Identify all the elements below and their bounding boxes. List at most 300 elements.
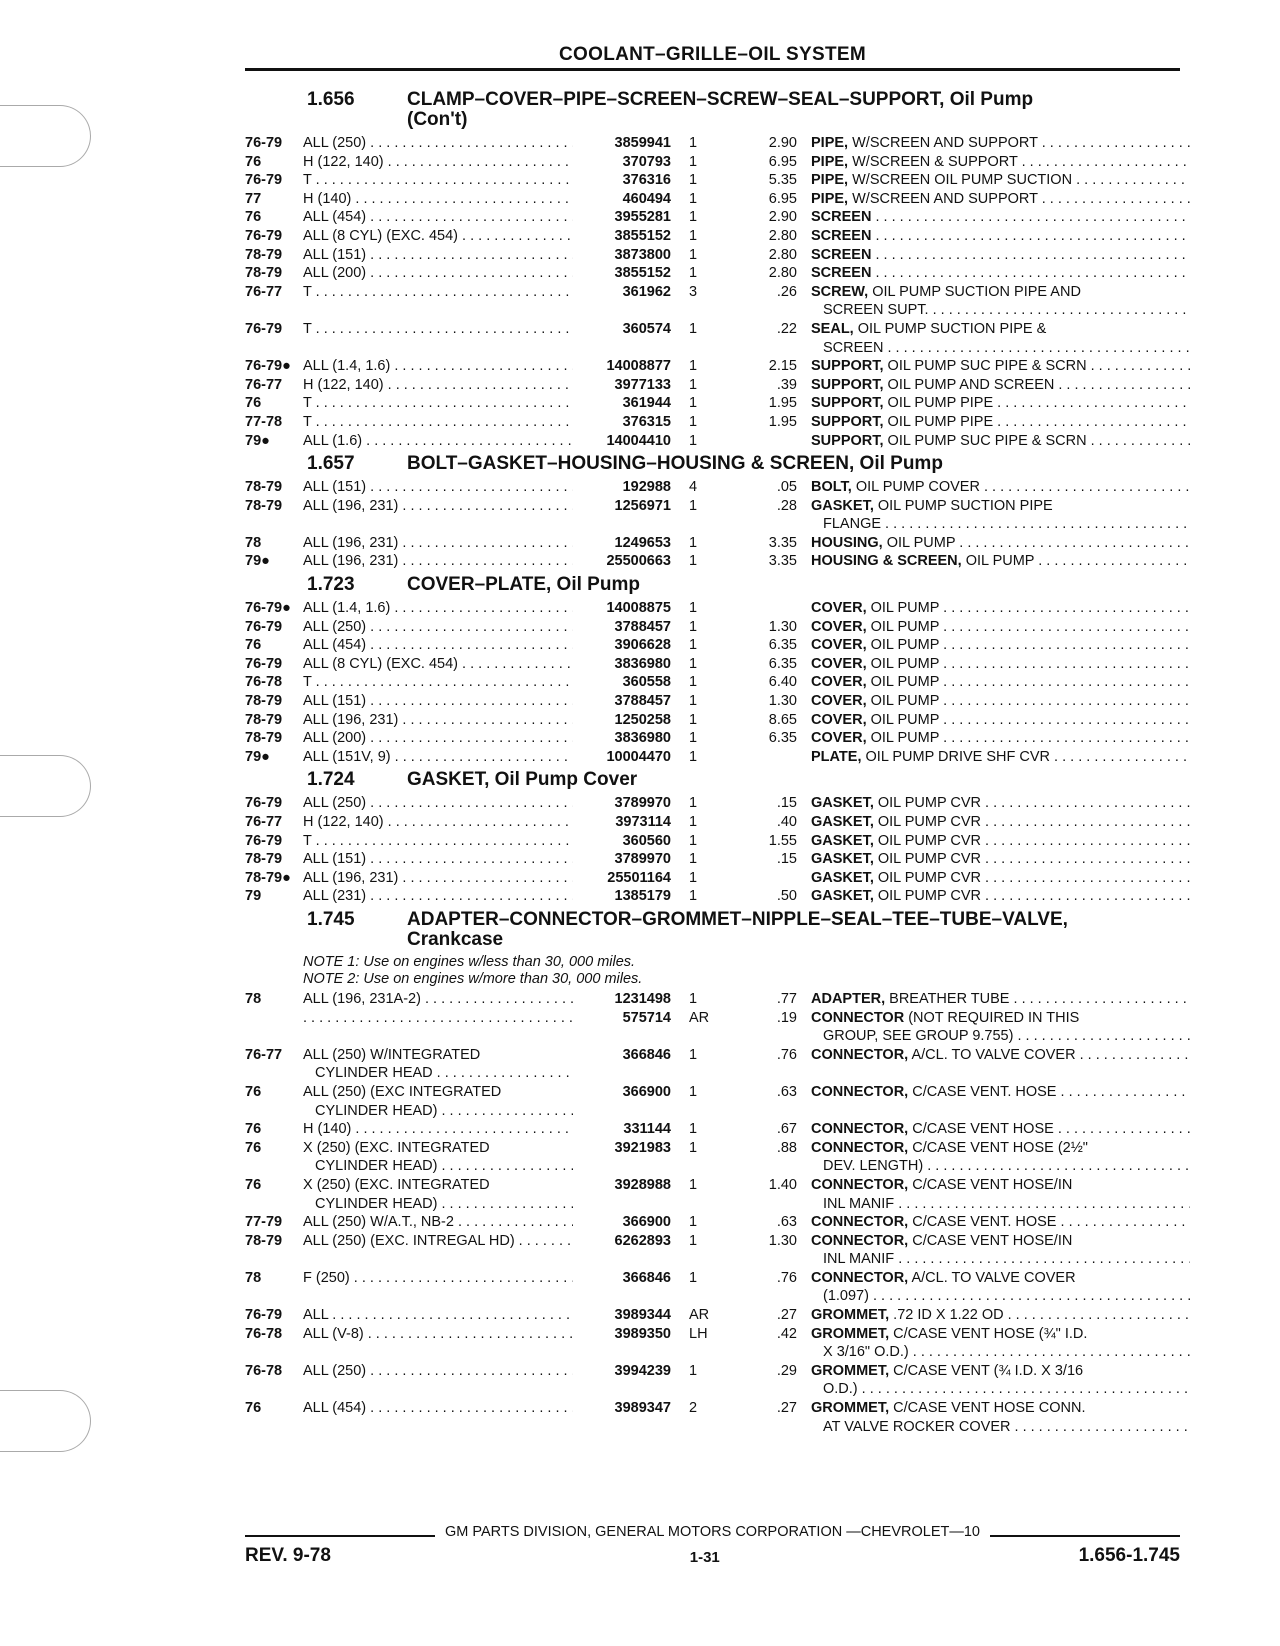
quantity: 1 [689, 674, 698, 691]
description-text: C/CASE VENT HOSE CONN. [893, 1400, 1086, 1417]
description-line [811, 1306, 1190, 1325]
description-line [811, 1046, 1190, 1065]
model-years: 78-79 [245, 246, 283, 263]
price: 2.80 [768, 246, 797, 263]
description-text: OIL PUMP [870, 655, 940, 672]
application [303, 1083, 573, 1120]
description-line [811, 673, 1190, 692]
description-line [811, 208, 1190, 227]
application [303, 208, 573, 227]
application-line [303, 1139, 573, 1158]
price: 2.80 [768, 265, 797, 282]
part-number: 331144 [623, 1121, 671, 1138]
description [811, 1325, 1190, 1362]
part-name: PIPE, [811, 135, 849, 151]
revision-label: REV. 9-78 [245, 1545, 331, 1566]
quantity: 1 [689, 1269, 698, 1286]
part-name: GASKET, [811, 497, 874, 514]
application [303, 1139, 573, 1176]
model-years: 76-79 [245, 1307, 283, 1324]
description-line [811, 869, 1190, 888]
footer-corp-line [245, 1524, 1180, 1540]
table-row [245, 1083, 1190, 1120]
model-years: 76-77 [245, 814, 283, 830]
model-years: 76-78 [245, 1325, 283, 1342]
application [303, 357, 573, 376]
application-text: H (122, 140) [303, 153, 384, 170]
description-line [811, 1343, 1190, 1362]
description-text: OIL PUMP CVR [877, 888, 982, 905]
application [303, 869, 573, 888]
description-text: W/SCREEN AND SUPPORT [852, 135, 1038, 151]
part-number: 3789970 [614, 851, 671, 868]
part-name: GASKET, [811, 814, 874, 830]
description-text: OIL PUMP [870, 711, 940, 728]
table-row [245, 283, 1190, 320]
model-years: 76-77 [245, 376, 283, 393]
part-number: 366846 [622, 1046, 671, 1063]
price: 1.30 [768, 618, 797, 635]
description [811, 673, 1190, 692]
quantity: 1 [689, 432, 698, 449]
application-text: T [303, 172, 312, 189]
model-years: 76-79 [245, 227, 283, 244]
application-text: ALL (196, 231) [303, 711, 399, 728]
application-text: ALL (196, 231) [303, 553, 399, 570]
application-line [303, 1306, 573, 1325]
table-row [245, 227, 1190, 246]
description [811, 283, 1190, 320]
description [811, 748, 1190, 767]
description [811, 794, 1190, 813]
application-text: ALL (250) W/INTEGRATED [303, 1046, 481, 1063]
description-line [811, 1250, 1190, 1269]
binder-hole-mark [0, 105, 91, 167]
application-text: ALL (151) [303, 246, 367, 263]
description-line [811, 1362, 1190, 1381]
price: .76 [776, 1046, 797, 1063]
part-name: COVER, [811, 618, 867, 635]
description-line [811, 432, 1190, 451]
description-text: OIL PUMP CVR [877, 851, 982, 868]
description-text: INL MANIF [823, 1251, 895, 1268]
application [303, 432, 573, 451]
description-text: OIL PUMP SUC PIPE & SCRN [887, 432, 1087, 449]
quantity: 1 [689, 153, 698, 170]
part-number: 10004470 [606, 748, 671, 765]
application-text: CYLINDER HEAD) [315, 1158, 438, 1175]
part-name: GROMMET, [811, 1307, 890, 1324]
model-years: 79 [245, 888, 262, 905]
part-number: 360560 [622, 832, 671, 849]
table-row [245, 1325, 1190, 1362]
application-text: ALL (151) [303, 693, 367, 710]
model-years: 76-79● [245, 358, 291, 375]
application-text: ALL (1.4, 1.6) [303, 358, 391, 375]
quantity: 1 [689, 711, 698, 728]
quantity: AR [689, 1009, 710, 1026]
binder-hole-mark [0, 755, 91, 817]
model-years: 76 [245, 209, 262, 226]
application-text: ALL (196, 231) [303, 534, 399, 551]
quantity: 1 [689, 1176, 698, 1193]
quantity: 2 [689, 1400, 698, 1417]
section-title-line: ADAPTER–CONNECTOR–GROMMET–NIPPLE–SEAL–TEE–TUBE–VALVE, [407, 908, 1068, 930]
description [811, 850, 1190, 869]
application-text: F (250) [303, 1269, 350, 1286]
application-text: T [303, 283, 312, 300]
description [811, 711, 1190, 730]
application-text: ALL (250) [303, 1362, 367, 1379]
application-text: ALL (151) [303, 851, 367, 868]
part-name: BOLT, [811, 479, 852, 496]
table-row [245, 478, 1190, 497]
description-text: SCREEN [823, 339, 884, 356]
section-number: 1.723 [307, 574, 355, 596]
model-years: 76-79 [245, 795, 283, 812]
application [303, 394, 573, 413]
application-line [303, 1157, 573, 1176]
application [303, 413, 573, 432]
model-years: 76-79● [245, 600, 291, 617]
description [811, 432, 1190, 451]
table-row [245, 394, 1190, 413]
quantity: 1 [689, 1214, 698, 1231]
table-row [245, 552, 1190, 571]
description [811, 552, 1190, 571]
application-line [303, 1009, 573, 1028]
application-text: ALL (200) [303, 265, 367, 282]
price [721, 748, 811, 767]
quantity: 1 [689, 376, 698, 393]
description-line [811, 599, 1190, 618]
description [811, 1362, 1190, 1399]
part-name: COVER, [811, 711, 867, 728]
quantity: 3 [689, 283, 698, 300]
application-text: ALL (250) W/A.T., NB-2 [303, 1214, 454, 1231]
application [303, 887, 573, 906]
quantity: 4 [689, 479, 698, 496]
description [811, 990, 1190, 1009]
application [303, 1306, 573, 1325]
price: 8.65 [768, 711, 797, 728]
application [303, 813, 573, 832]
part-name: CONNECTOR, [811, 1083, 909, 1100]
application-line [303, 1064, 573, 1083]
part-name: GASKET, [811, 869, 874, 886]
description [811, 599, 1190, 618]
description [811, 208, 1190, 227]
description-line [811, 1232, 1190, 1251]
price: .63 [776, 1083, 797, 1100]
price: 2.90 [768, 135, 797, 151]
part-number: 1231498 [614, 990, 671, 1007]
application-text: ALL (250) [303, 135, 367, 151]
quantity: 1 [689, 1362, 698, 1379]
part-number: 14008877 [606, 358, 671, 375]
description-text: O.D.) [823, 1381, 858, 1398]
model-years: 78-79 [245, 693, 283, 710]
description-line [811, 171, 1190, 190]
section-title-line: GASKET, Oil Pump Cover [407, 769, 638, 791]
description-line [811, 264, 1190, 283]
price: 2.80 [768, 227, 797, 244]
part-name: PIPE, [811, 190, 849, 207]
quantity: 1 [689, 1083, 698, 1100]
description-line [811, 813, 1190, 832]
table-row [245, 1306, 1190, 1325]
model-years: 76-79 [245, 172, 283, 189]
description-text: C/CASE VENT HOSE (2½" [912, 1139, 1088, 1156]
quantity: 1 [689, 618, 698, 635]
description-text: OIL PUMP [965, 553, 1035, 570]
application-line [303, 1195, 573, 1214]
description [811, 1139, 1190, 1176]
table-row [245, 376, 1190, 395]
application-line [303, 376, 573, 395]
description-line [811, 692, 1190, 711]
model-years: 76-79 [245, 655, 283, 672]
part-name: HOUSING, [811, 534, 883, 551]
description [811, 227, 1190, 246]
part-name: SCREEN [811, 265, 872, 282]
application-text: ALL (151V, 9) [303, 748, 391, 765]
quantity: 1 [689, 320, 698, 337]
application [303, 618, 573, 637]
table-row [245, 850, 1190, 869]
description-line [811, 887, 1190, 906]
part-number: 192988 [622, 479, 671, 496]
application-text: ALL (8 CYL) (EXC. 454) [303, 655, 458, 672]
application [303, 534, 573, 553]
section-title [407, 575, 1190, 595]
quantity: 1 [689, 497, 698, 514]
part-number: 376316 [622, 172, 671, 189]
part-name: GROMMET, [811, 1325, 890, 1342]
description-text: INL MANIF [823, 1195, 895, 1212]
description [811, 813, 1190, 832]
part-number: 3994239 [614, 1362, 671, 1379]
part-number: 460494 [622, 190, 671, 207]
section-header [245, 575, 1190, 595]
part-number: 1385179 [614, 888, 671, 905]
description-line [811, 850, 1190, 869]
application [303, 320, 573, 357]
quantity: 1 [689, 869, 698, 886]
application [303, 636, 573, 655]
part-name: SUPPORT, [811, 358, 884, 375]
model-years: 76-79 [245, 320, 283, 337]
table-row [245, 636, 1190, 655]
table-row [245, 320, 1190, 357]
model-years: 78-79 [245, 711, 283, 728]
application [303, 246, 573, 265]
table-row [245, 432, 1190, 451]
quantity: 1 [689, 1232, 698, 1249]
description [811, 1176, 1190, 1213]
model-years: 77 [245, 190, 262, 207]
application-text: ALL (1.6) [303, 432, 363, 449]
part-name: COVER, [811, 655, 867, 672]
description [811, 729, 1190, 748]
price: .05 [776, 479, 797, 496]
quantity: 1 [689, 600, 698, 617]
price: .15 [776, 851, 797, 868]
application [303, 1176, 573, 1213]
application-line [303, 208, 573, 227]
table-row [245, 208, 1190, 227]
table-row [245, 171, 1190, 190]
application [303, 599, 573, 618]
price: 3.35 [768, 534, 797, 551]
application-text: H (122, 140) [303, 376, 384, 393]
application-text: T [303, 320, 312, 337]
description-text: A/CL. TO VALVE COVER [911, 1046, 1076, 1063]
application-line [303, 887, 573, 906]
part-number: 575714 [622, 1009, 671, 1026]
part-name: HOUSING & SCREEN, [811, 553, 962, 570]
part-number: 3855152 [614, 227, 671, 244]
application-text: ALL (250) (EXC. INTREGAL HD) [303, 1232, 515, 1249]
description [811, 655, 1190, 674]
part-name: COVER, [811, 693, 867, 710]
application [303, 1269, 573, 1306]
description-text: OIL PUMP SUCTION PIPE [877, 497, 1053, 514]
description [811, 534, 1190, 553]
part-name: SCREEN [811, 246, 872, 263]
description-line [811, 1139, 1190, 1158]
description-line [811, 748, 1190, 767]
description-line [811, 832, 1190, 851]
section-1-656 [245, 90, 1190, 450]
description-text: OIL PUMP SUCTION PIPE AND [872, 283, 1081, 300]
section-header [245, 90, 1190, 130]
table-row [245, 673, 1190, 692]
section-title-line: COVER–PLATE, Oil Pump [407, 574, 640, 596]
group-range: 1.656-1.745 [1078, 1545, 1180, 1566]
table-row [245, 497, 1190, 534]
table-row [245, 692, 1190, 711]
description-line [811, 618, 1190, 637]
table-row [245, 190, 1190, 209]
application [303, 478, 573, 497]
part-name: CONNECTOR, [811, 1046, 909, 1063]
price: .29 [776, 1362, 797, 1379]
description [811, 1083, 1190, 1120]
application-line [303, 497, 573, 516]
page-number: 1-31 [689, 1549, 720, 1566]
part-name: CONNECTOR, [811, 1232, 909, 1249]
application-line [303, 320, 573, 339]
description-text: OIL PUMP DRIVE SHF CVR [865, 748, 1051, 765]
quantity: 1 [689, 730, 698, 747]
model-years: 77-78 [245, 413, 283, 430]
part-name: PIPE, [811, 153, 849, 170]
application-text: CYLINDER HEAD) [315, 1102, 438, 1119]
application-line [303, 692, 573, 711]
application-line [303, 171, 573, 190]
application-line [303, 1399, 573, 1418]
application [303, 134, 573, 153]
description-text: OIL PUMP CVR [877, 832, 982, 849]
part-name: GASKET, [811, 795, 874, 812]
application-line [303, 534, 573, 553]
model-years: 79● [245, 748, 270, 765]
application-text: ALL (231) [303, 888, 367, 905]
part-number: 366846 [622, 1269, 671, 1286]
description [811, 1269, 1190, 1306]
application-line [303, 636, 573, 655]
description-text: (1.097) [823, 1288, 869, 1305]
application-line [303, 432, 573, 451]
application-line [303, 729, 573, 748]
application-line [303, 673, 573, 692]
description [811, 478, 1190, 497]
model-years: 78-79● [245, 869, 291, 886]
part-number: 3973114 [615, 814, 671, 830]
part-name: PIPE, [811, 172, 849, 189]
price: 1.40 [768, 1176, 797, 1193]
application [303, 990, 573, 1009]
price: 1.95 [768, 395, 797, 412]
section-number: 1.656 [307, 89, 355, 110]
application-text: CYLINDER HEAD [315, 1065, 433, 1082]
model-years: 76-78 [245, 674, 283, 691]
description-text: W/SCREEN AND SUPPORT [852, 190, 1038, 207]
part-number: 3859941 [614, 135, 671, 151]
application [303, 673, 573, 692]
description-line [811, 990, 1190, 1009]
description [811, 264, 1190, 283]
price: 1.55 [768, 832, 797, 849]
description-line [811, 134, 1190, 153]
model-years: 79● [245, 553, 270, 570]
description [811, 320, 1190, 357]
price: .50 [776, 888, 797, 905]
description-text: OIL PUMP PIPE [887, 413, 994, 430]
quantity: 1 [689, 832, 698, 849]
model-years: 76-77 [245, 1046, 283, 1063]
description-text: OIL PUMP CVR [877, 795, 982, 812]
description-line [811, 1418, 1190, 1437]
application [303, 1399, 573, 1436]
description-line [811, 376, 1190, 395]
application-line [303, 850, 573, 869]
application [303, 692, 573, 711]
application-line [303, 618, 573, 637]
description [811, 1306, 1190, 1325]
application [303, 850, 573, 869]
description-text: OIL PUMP SUC PIPE & SCRN [887, 358, 1087, 375]
part-name: GROMMET, [811, 1400, 890, 1417]
part-number: 3906628 [614, 637, 671, 654]
price: 6.35 [768, 655, 797, 672]
application-text: ALL (250) [303, 618, 367, 635]
note-line: NOTE 1: Use on engines w/less than 30, 000 miles. [303, 953, 636, 970]
quantity: 1 [689, 209, 698, 226]
quantity: 1 [689, 553, 698, 570]
section-number: 1.657 [307, 453, 355, 475]
section-title-cont: Crankcase [407, 928, 504, 950]
application-line [303, 227, 573, 246]
table-row [245, 1213, 1190, 1232]
part-number: 361944 [622, 395, 671, 412]
model-years: 76 [245, 1139, 262, 1156]
quantity: 1 [689, 265, 698, 282]
description-text: OIL PUMP CVR [877, 869, 982, 886]
description-line [811, 1195, 1190, 1214]
model-years: 78-79 [245, 1232, 283, 1249]
